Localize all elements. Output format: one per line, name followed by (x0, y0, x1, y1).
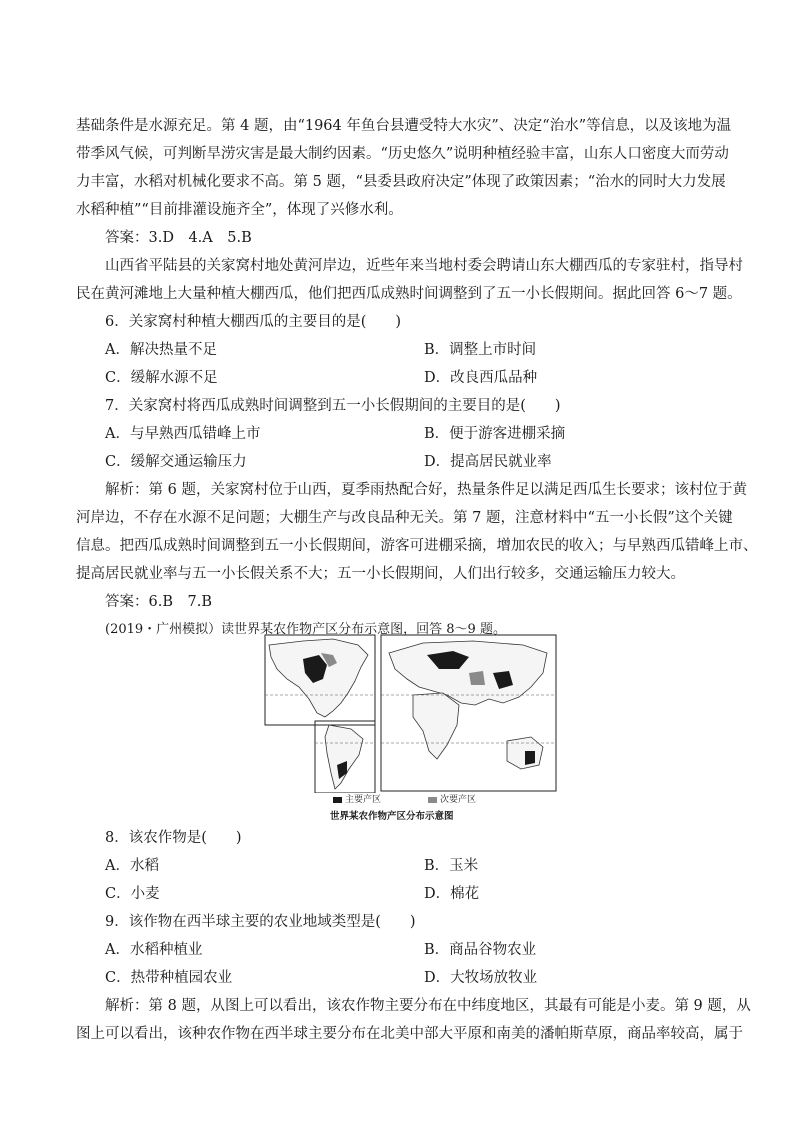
analysis-line: 解析：第 6 题，关家窝村位于山西，夏季雨热配合好，热量条件足以满足西瓜生长要求；该村位于黄 (105, 482, 747, 498)
q7-option-a[interactable]: A．与早熟西瓜错峰上市 (105, 426, 261, 442)
q8-option-a[interactable]: A．水稻 (105, 858, 159, 874)
map-drawing (263, 633, 558, 793)
legend-minor: 次要产区 (428, 792, 476, 805)
legend-major: 主要产区 (333, 792, 381, 805)
text-line: 民在黄河滩地上大量种植大棚西瓜，他们把西瓜成熟时间调整到了五一小长假期间。据此回答 6～7 题。 (76, 286, 742, 302)
text-line: 水稻种植”“目前排灌设施齐全”，体现了兴修水利。 (76, 202, 403, 218)
analysis-line: 河岸边，不存在水源不足问题；大棚生产与改良品种无关。第 7 题，注意材料中“五一小长假”这个关键 (76, 510, 733, 526)
text-line: 力丰富，水稻对机械化要求不高。第 5 题，“县委县政府决定”体现了政策因素；“治水的同时大力发展 (76, 174, 726, 190)
q8-option-d[interactable]: D．棉花 (424, 886, 480, 902)
africa-landmass (413, 693, 459, 759)
q9-option-c[interactable]: C．热带种植园农业 (105, 970, 233, 986)
text-line: 带季风气候，可判断旱涝灾害是最大制约因素。“历史悠久”说明种植经验丰富，山东人口密度大而劳动 (76, 146, 729, 162)
q6-option-b[interactable]: B．调整上市时间 (424, 342, 537, 358)
analysis-line: 提高居民就业率与五一小长假关系不大；五一小长假期间，人们出行较多，交通运输压力较大。 (76, 566, 685, 582)
q7-option-c[interactable]: C．缓解交通运输压力 (105, 454, 247, 470)
question-7-stem: 7．关家窝村将西瓜成熟时间调整到五一小长假期间的主要目的是( ) (105, 398, 561, 414)
q9-option-b[interactable]: B．商品谷物农业 (424, 942, 537, 958)
question-9-stem: 9．该作物在西半球主要的农业地域类型是( ) (105, 914, 416, 930)
intro-8-9: (2019・广州模拟）读世界某农作物产区分布示意图，回答 8～9 题。 (105, 622, 506, 637)
question-8-stem: 8．该农作物是( ) (105, 830, 242, 846)
world-crop-map (263, 633, 558, 823)
legend-major-swatch (333, 797, 342, 803)
q9-option-a[interactable]: A．水稻种植业 (105, 942, 203, 958)
map-caption: 世界某农作物产区分布示意图 (330, 811, 454, 822)
q9-option-d[interactable]: D．大牧场放牧业 (424, 970, 538, 986)
minor-area-central-asia (469, 671, 485, 685)
text-line: 山西省平陆县的关家窝村地处黄河岸边，近些年来当地村委会聘请山东大棚西瓜的专家驻村，指导村 (105, 258, 743, 274)
q7-option-d[interactable]: D．提高居民就业率 (424, 454, 552, 470)
q8-option-b[interactable]: B．玉米 (424, 858, 479, 874)
text-line: 基础条件是水源充足。第 4 题，由“1964 年鱼台县遭受特大水灾”、决定“治水”等信息，以及该地为温 (76, 118, 732, 134)
legend-minor-swatch (428, 797, 437, 803)
question-6-stem: 6．关家窝村种植大棚西瓜的主要目的是( ) (105, 314, 402, 330)
q8-option-c[interactable]: C．小麦 (105, 886, 160, 902)
major-area-australia (525, 751, 535, 765)
q7-option-b[interactable]: B．便于游客进棚采摘 (424, 426, 566, 442)
answer-6-7: 答案：6.B 7.B (105, 594, 212, 610)
analysis-line: 解析：第 8 题，从图上可以看出，该农作物主要分布在中纬度地区，其最有可能是小麦。第 9 题，从 (105, 998, 751, 1014)
south-america-landmass (325, 725, 363, 789)
q6-option-d[interactable]: D．改良西瓜品种 (424, 370, 538, 386)
q6-option-c[interactable]: C．缓解水源不足 (105, 370, 218, 386)
analysis-line: 信息。把西瓜成熟时间调整到五一小长假期间，游客可进棚采摘，增加农民的收入；与早熟西瓜错峰上市、 (76, 538, 758, 554)
q6-option-a[interactable]: A．解决热量不足 (105, 342, 217, 358)
analysis-line: 图上可以看出，该种农作物在西半球主要分布在北美中部大平原和南美的潘帕斯草原，商品率较高，属于 (76, 1026, 743, 1042)
answer-3-5: 答案：3.D 4.A 5.B (105, 230, 252, 246)
